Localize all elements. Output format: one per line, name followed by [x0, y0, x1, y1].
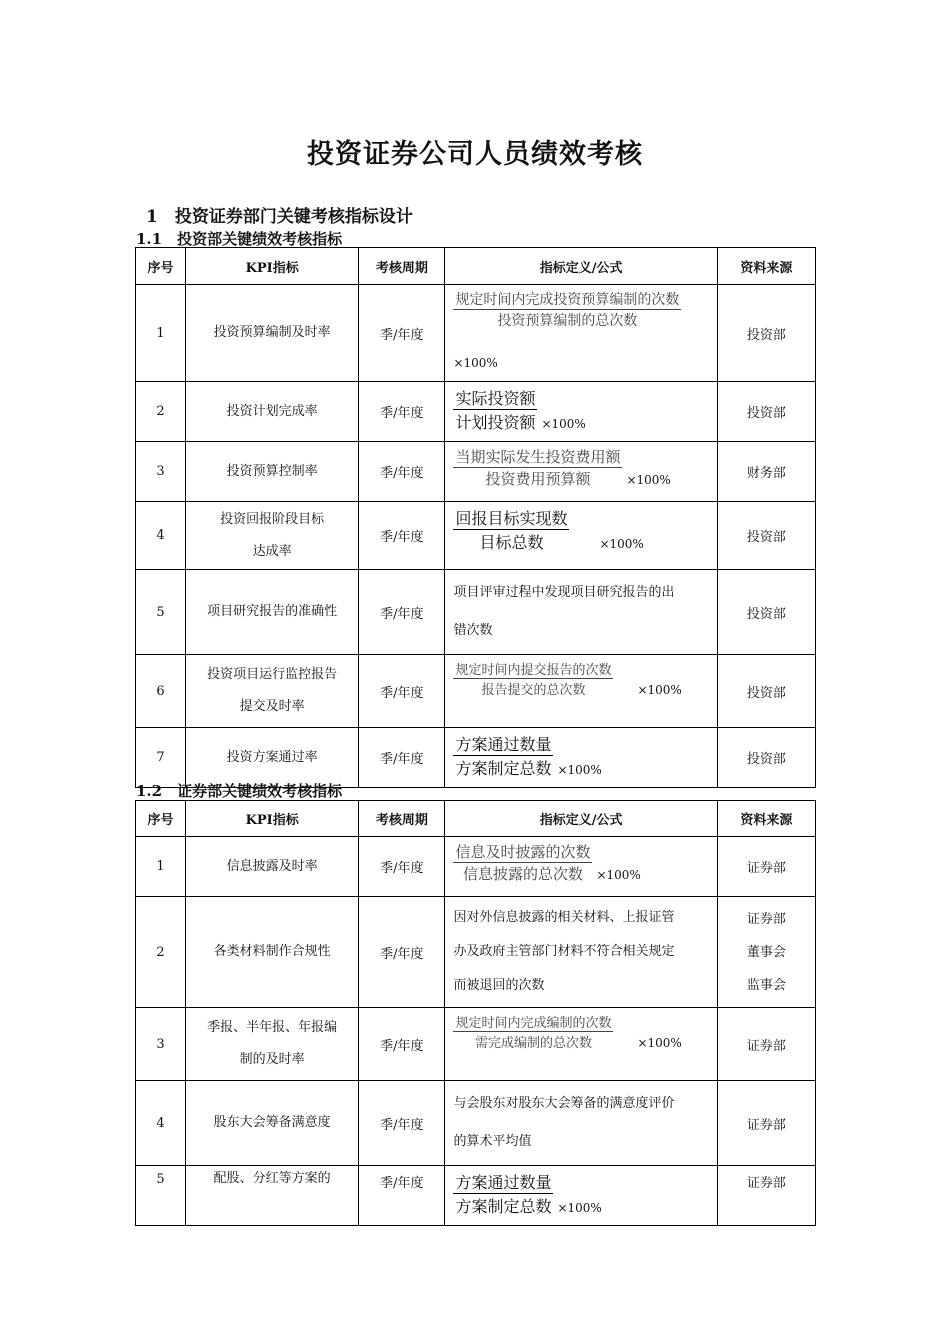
row-no: 4 [136, 1081, 186, 1166]
row-formula [445, 1166, 717, 1226]
formula-percent: ×100% [557, 1201, 602, 1215]
kpi-line: 投资项目运行监控报告 [207, 667, 338, 682]
row-formula [445, 1008, 717, 1081]
kpi-line: 投资回报阶段目标 [220, 511, 325, 527]
source-line: 证券部 [746, 911, 786, 927]
row-source: 证券部 [717, 837, 815, 897]
table-row [136, 442, 816, 502]
row-no: 1 [136, 285, 186, 382]
formula-numerator: 规定时间内完成投资预算编制的次数 [453, 289, 681, 310]
row-no: 5 [136, 1166, 186, 1226]
header-definition: 指标定义/公式 [445, 248, 717, 285]
formula-percent: ×100% [453, 356, 498, 370]
formula-numerator: 规定时间内提交报告的次数 [453, 659, 613, 679]
row-period: 季/年度 [359, 1166, 445, 1226]
row-no: 2 [136, 382, 186, 442]
row-no: 5 [136, 570, 186, 655]
source-line: 监事会 [746, 977, 786, 993]
formula-denominator: 需完成编制的总次数 [474, 1036, 592, 1051]
row-kpi: 投资预算编制及时率 [186, 285, 359, 382]
formula-numerator: 规定时间内完成编制的次数 [453, 1012, 613, 1032]
formula-denominator: 目标总数 [479, 533, 544, 552]
row-kpi [186, 1008, 359, 1081]
row-formula [445, 837, 717, 897]
header-no: 序号 [136, 248, 186, 285]
kpi-line: 季报、半年报、年报编 [207, 1020, 338, 1035]
definition-line: 项目评审过程中发现项目研究报告的出 [453, 585, 675, 600]
row-source: 投资部 [717, 728, 815, 788]
kpi-line: 达成率 [252, 543, 292, 559]
header-period: 考核周期 [359, 801, 445, 837]
header-source: 资料来源 [717, 801, 815, 837]
formula-numerator: 当期实际发生投资费用额 [455, 448, 621, 466]
row-source: 投资部 [717, 285, 815, 382]
row-no: 7 [136, 728, 186, 788]
row-period: 季/年度 [359, 442, 445, 502]
formula-percent: ×100% [626, 473, 671, 487]
formula-percent: ×100% [637, 683, 682, 697]
formula-denominator: 计划投资额 [455, 413, 536, 432]
table-header-row [136, 801, 816, 837]
row-period: 季/年度 [359, 570, 445, 655]
formula-numerator: 回报目标实现数 [453, 506, 569, 530]
row-formula [445, 442, 717, 502]
row-source: 证券部 [717, 1081, 815, 1166]
row-formula [445, 382, 717, 442]
row-kpi: 配股、分红等方案的 [186, 1166, 359, 1226]
row-definition [445, 897, 717, 1008]
row-source: 证券部 [717, 1166, 815, 1226]
row-no: 4 [136, 502, 186, 570]
formula-denominator: 报告提交的总次数 [481, 683, 586, 698]
row-kpi: 各类材料制作合规性 [186, 897, 359, 1008]
section-heading: 1 投资证券部门关键考核指标设计 [146, 207, 413, 227]
row-formula [445, 285, 717, 382]
row-source: 证券部 [717, 1008, 815, 1081]
header-source: 资料来源 [717, 248, 815, 285]
row-source [717, 897, 815, 1008]
definition-line: 办及政府主管部门材料不符合相关规定 [453, 944, 675, 959]
row-formula [445, 502, 717, 570]
definition-line: 而被退回的次数 [453, 978, 545, 993]
row-period: 季/年度 [359, 502, 445, 570]
row-definition [445, 1081, 717, 1166]
formula-denominator: 投资费用预算额 [485, 470, 591, 488]
document-title: 投资证券公司人员绩效考核 [307, 139, 643, 170]
table-row [136, 897, 816, 1008]
formula-denominator: 投资预算编制的总次数 [497, 313, 638, 329]
table-row [136, 502, 816, 570]
row-formula [445, 728, 717, 788]
table-row [136, 285, 816, 382]
formula-numerator: 方案通过数量 [453, 1170, 553, 1194]
header-period: 考核周期 [359, 248, 445, 285]
definition-line: 错次数 [453, 623, 493, 638]
subsection-heading-securities: 1.2 证券部关键绩效考核指标 [136, 782, 343, 800]
formula-percent: ×100% [596, 868, 641, 882]
table-row [136, 1008, 816, 1081]
formula-percent: ×100% [557, 763, 602, 777]
formula-numerator: 信息及时披露的次数 [455, 843, 591, 861]
formula-denominator: 信息披露的总次数 [462, 865, 583, 883]
header-no: 序号 [136, 801, 186, 837]
row-no: 3 [136, 1008, 186, 1081]
kpi-line: 提交及时率 [239, 699, 305, 714]
table-row [136, 570, 816, 655]
row-period: 季/年度 [359, 1008, 445, 1081]
row-kpi: 信息披露及时率 [186, 837, 359, 897]
row-kpi: 项目研究报告的准确性 [186, 570, 359, 655]
header-kpi: KPI指标 [186, 801, 359, 837]
row-source: 投资部 [717, 570, 815, 655]
row-kpi [186, 502, 359, 570]
table-row [136, 728, 816, 788]
row-no: 3 [136, 442, 186, 502]
row-no: 6 [136, 655, 186, 728]
row-kpi [186, 655, 359, 728]
source-line: 董事会 [746, 944, 786, 960]
row-kpi: 股东大会筹备满意度 [186, 1081, 359, 1166]
investment-kpi-table [135, 247, 816, 788]
row-no: 2 [136, 897, 186, 1008]
formula-percent: ×100% [541, 417, 586, 431]
formula-numerator: 实际投资额 [453, 386, 537, 410]
table-row [136, 655, 816, 728]
row-period: 季/年度 [359, 655, 445, 728]
row-source: 投资部 [717, 502, 815, 570]
kpi-line: 制的及时率 [239, 1052, 305, 1067]
definition-line: 与会股东对股东大会筹备的满意度评价 [453, 1096, 675, 1111]
table-row [136, 837, 816, 897]
row-definition [445, 570, 717, 655]
row-kpi: 投资方案通过率 [186, 728, 359, 788]
row-no: 1 [136, 837, 186, 897]
row-period: 季/年度 [359, 728, 445, 788]
formula-denominator: 方案制定总数 [455, 1197, 552, 1216]
subsection-heading-investment: 1.1 投资部关键绩效考核指标 [136, 230, 343, 248]
header-definition: 指标定义/公式 [445, 801, 717, 837]
row-source: 财务部 [717, 442, 815, 502]
row-kpi: 投资计划完成率 [186, 382, 359, 442]
table-row [136, 382, 816, 442]
table-row [136, 1081, 816, 1166]
row-period: 季/年度 [359, 897, 445, 1008]
formula-denominator: 方案制定总数 [455, 759, 552, 778]
row-source: 投资部 [717, 382, 815, 442]
table-header-row [136, 248, 816, 285]
row-period: 季/年度 [359, 837, 445, 897]
row-source: 投资部 [717, 655, 815, 728]
securities-kpi-table [135, 800, 816, 1226]
row-period: 季/年度 [359, 1081, 445, 1166]
row-period: 季/年度 [359, 382, 445, 442]
table-row [136, 1166, 816, 1226]
header-kpi: KPI指标 [186, 248, 359, 285]
formula-numerator: 方案通过数量 [453, 732, 553, 756]
definition-line: 因对外信息披露的相关材料、上报证管 [453, 910, 675, 925]
definition-line: 的算术平均值 [453, 1134, 532, 1149]
row-period: 季/年度 [359, 285, 445, 382]
formula-percent: ×100% [599, 537, 644, 551]
row-kpi: 投资预算控制率 [186, 442, 359, 502]
row-formula [445, 655, 717, 728]
formula-percent: ×100% [637, 1036, 682, 1050]
